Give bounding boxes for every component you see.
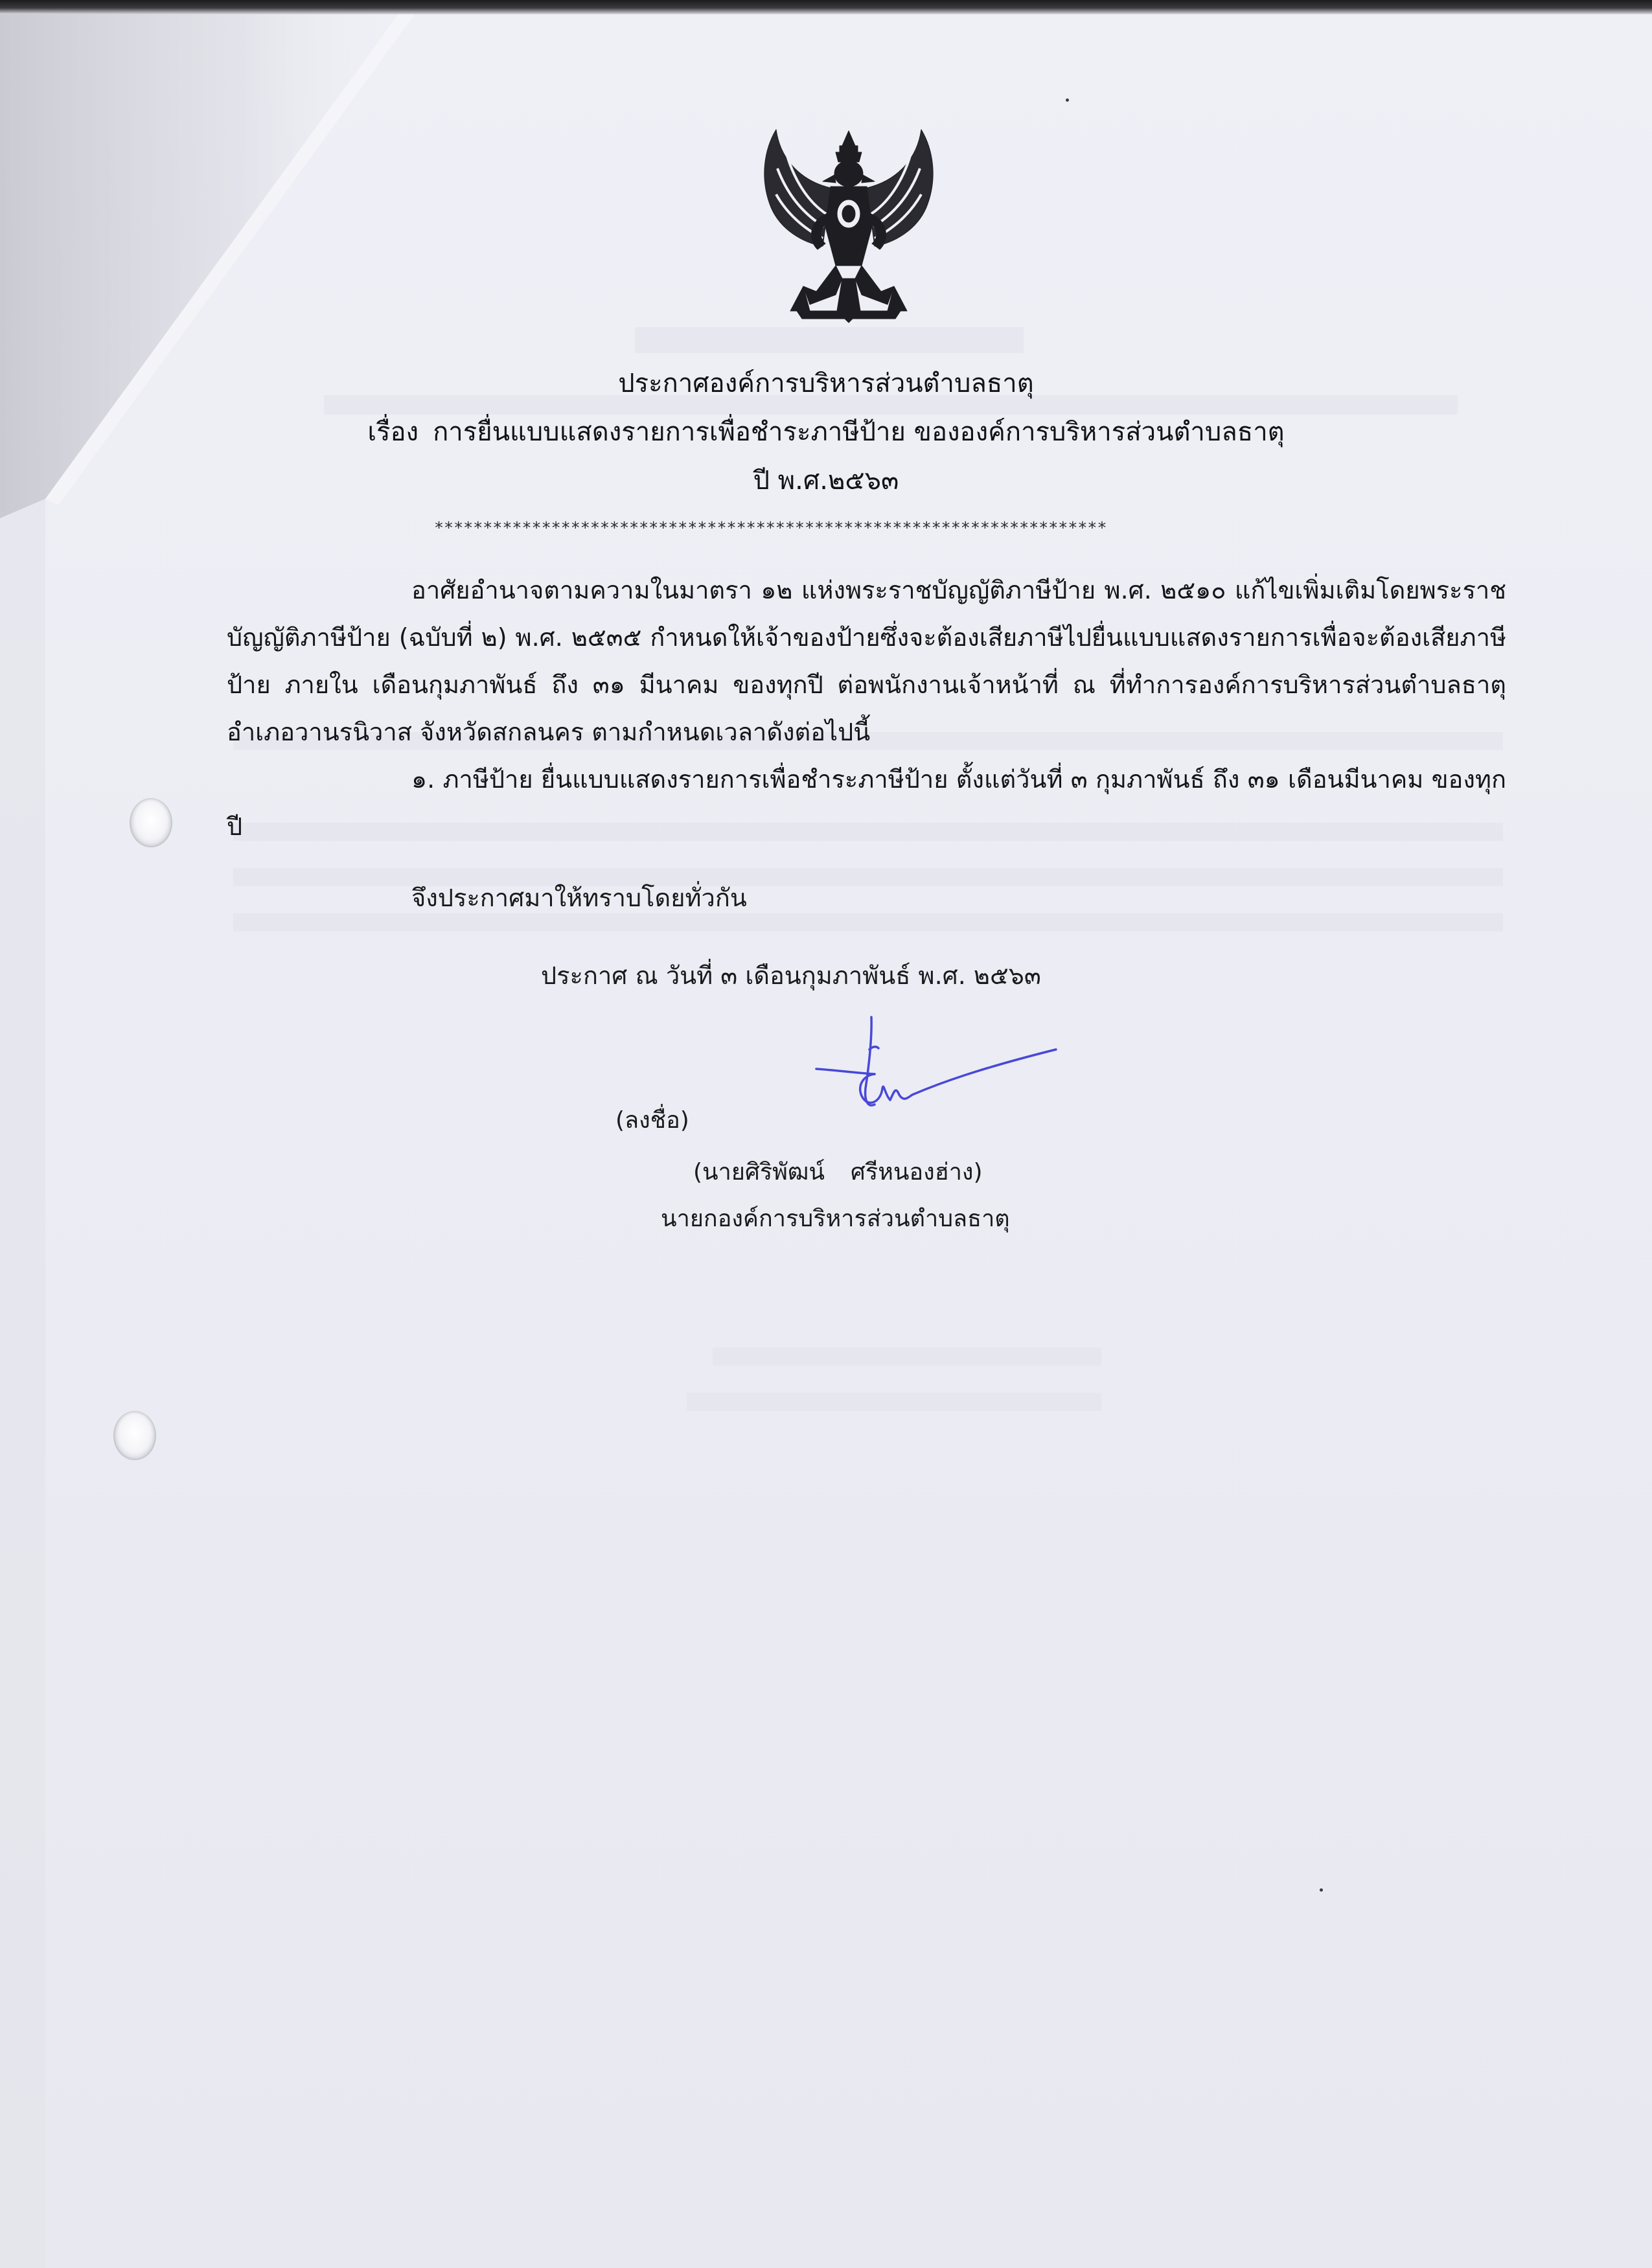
announcement-body [227,567,1506,851]
subject-label: เรื่อง [367,417,419,447]
handwritten-signature [810,1011,1069,1140]
garuda-emblem-icon [745,117,952,337]
announcement-year: ปี พ.ศ.๒๕๖๓ [753,466,899,496]
punch-hole [130,798,172,847]
show-through-text [687,1393,1101,1411]
signer-name [693,1153,983,1192]
punch-hole [113,1411,156,1460]
body-paragraph-1: อาศัยอำนาจตามความในมาตรา ๑๒ แห่งพระราชบัญญัติภาษีป้าย พ.ศ. ๒๕๑๐ แก้ไขเพิ่มเติมโดยพระราชบัญญัติภาษีป้าย (ฉบับที่ ๒) พ.ศ. ๒๕๓๕ กำหนดให้เจ้าของป้ายซึ่งจะต้องเสียภาษีไปยื่นแบบแสดงรายการเพื่อจะต้องเสียภาษีป้าย ภายใน เดือนกุมภาพันธ์ ถึง ๓๑ มีนาคม ของทุกปี ต่อพนักงานเจ้าหน้าที่ ณ ที่ทำการองค์การบริหารส่วนตำบลธาตุ อำเภอวานรนิวาส จังหวัดสกลนคร ตามกำหนดเวลาดังต่อไปนี้ [227,576,1506,746]
paper-speck [1320,1888,1323,1892]
signer-position: นายกองค์การบริหารส่วนตำบลธาตุ [661,1206,1010,1232]
announcement-subject-line [194,408,1458,457]
announcement-header [194,360,1458,505]
show-through-text [713,1347,1101,1366]
announcement-date: ประกาศ ณ วันที่ ๓ เดือนกุมภาพันธ์ พ.ศ. ๒๕๖๓ [541,961,1041,990]
signed-label: (ลงชื่อ) [615,1107,689,1134]
closing-statement: จึงประกาศมาให้ทราบโดยทั่วกัน [411,884,747,912]
signer-first-name: (นายศิริพัฒน์ [693,1159,825,1186]
separator-line: ********************************************************************* [434,518,1107,537]
announcement-title: ประกาศองค์การบริหารส่วนตำบลธาตุ [618,369,1034,398]
announcement-subject: การยื่นแบบแสดงรายการเพื่อชำระภาษีป้าย ขององค์การบริหารส่วนตำบลธาตุ [433,417,1285,447]
body-paragraph-2: ๑. ภาษีป้าย ยื่นแบบแสดงรายการเพื่อชำระภาษีป้าย ตั้งแต่วันที่ ๓ กุมภาพันธ์ ถึง ๓๑ เดือนมีนาคม ของทุกปี [227,765,1506,841]
paper-speck [1066,98,1069,102]
signer-surname: ศรีหนองฮ่าง) [851,1159,983,1186]
